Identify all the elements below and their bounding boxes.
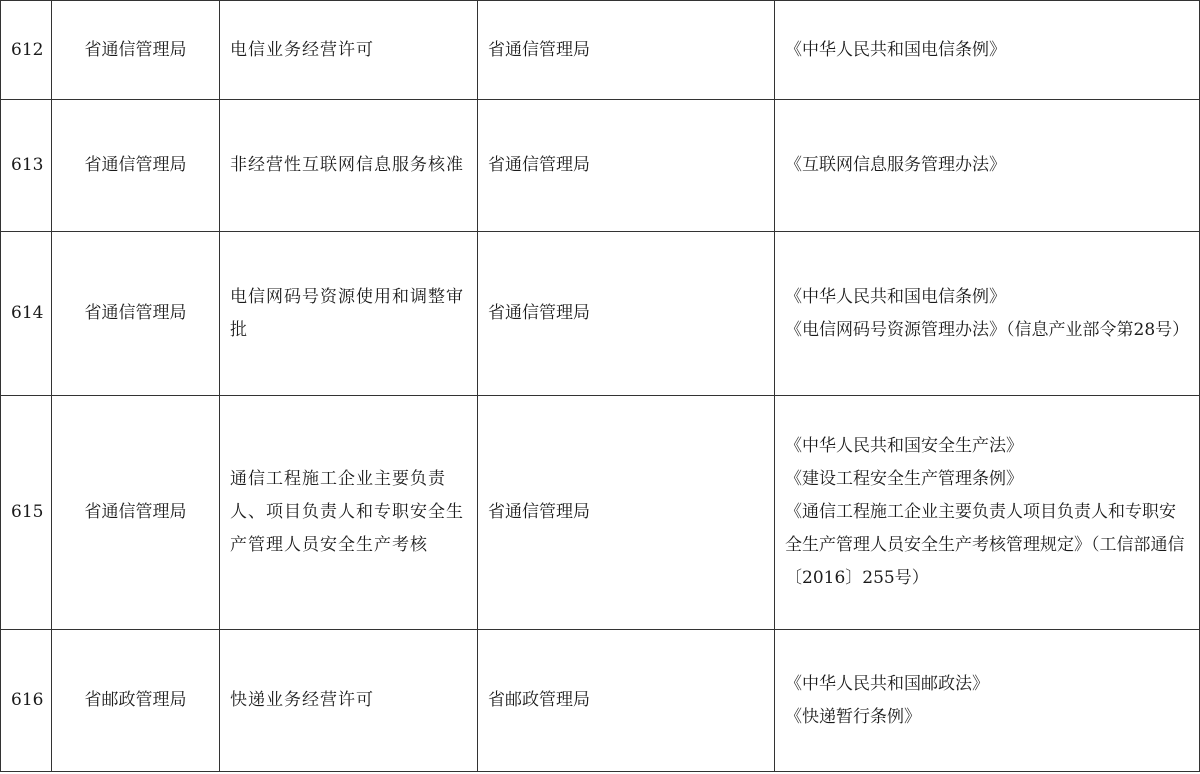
department-cell: 省通信管理局 xyxy=(52,1,220,100)
implementer-cell: 省通信管理局 xyxy=(478,1,775,100)
department-cell: 省通信管理局 xyxy=(52,232,220,396)
legal-basis-cell xyxy=(775,1,1200,100)
item-name-cell: 快递业务经营许可 xyxy=(220,630,478,772)
item-name-cell: 电信业务经营许可 xyxy=(220,1,478,100)
implementer-cell: 省通信管理局 xyxy=(478,232,775,396)
table-row xyxy=(1,1,1200,100)
implementer-cell: 省通信管理局 xyxy=(478,396,775,630)
legal-basis-line: 《中华人民共和国安全生产法》 xyxy=(785,436,1023,456)
legal-basis-line: 《中华人民共和国邮政法》 xyxy=(785,673,989,694)
implementer-cell: 省通信管理局 xyxy=(478,100,775,232)
table-row xyxy=(1,630,1200,772)
table-row xyxy=(1,100,1200,232)
legal-basis-cell xyxy=(775,630,1200,772)
legal-basis-cell xyxy=(775,100,1200,232)
legal-basis-line: 《中华人民共和国电信条例》 xyxy=(785,39,1006,60)
legal-basis-line: 《快递暂行条例》 xyxy=(785,706,921,727)
legal-basis-line: 《互联网信息服务管理办法》 xyxy=(785,155,1006,175)
row-number: 615 xyxy=(1,396,52,630)
legal-basis-line: 《建设工程安全生产管理条例》 xyxy=(785,469,1023,489)
table-row xyxy=(1,232,1200,396)
item-name-cell: 电信网码号资源使用和调整审批 xyxy=(220,232,478,396)
item-name-cell: 非经营性互联网信息服务核准 xyxy=(220,100,478,232)
table-row xyxy=(1,396,1200,630)
legal-basis-line: 《电信网码号资源管理办法》（信息产业部令第28号） xyxy=(785,319,1190,340)
department-cell: 省通信管理局 xyxy=(52,396,220,630)
legal-basis-cell xyxy=(775,232,1200,396)
row-number: 612 xyxy=(1,1,52,100)
row-number: 613 xyxy=(1,100,52,232)
row-number: 616 xyxy=(1,630,52,772)
item-name-cell: 通信工程施工企业主要负责人、项目负责人和专职安全生产管理人员安全生产考核 xyxy=(220,396,478,630)
legal-basis-line: 《中华人民共和国电信条例》 xyxy=(785,286,1006,307)
implementer-cell: 省邮政管理局 xyxy=(478,630,775,772)
legal-basis-line: 《通信工程施工企业主要负责人项目负责人和专职安全生产管理人员安全生产考核管理规定》（工信部通信〔2016〕255号） xyxy=(785,502,1185,588)
department-cell: 省邮政管理局 xyxy=(52,630,220,772)
department-cell: 省通信管理局 xyxy=(52,100,220,232)
legal-basis-cell xyxy=(775,396,1200,630)
row-number: 614 xyxy=(1,232,52,396)
